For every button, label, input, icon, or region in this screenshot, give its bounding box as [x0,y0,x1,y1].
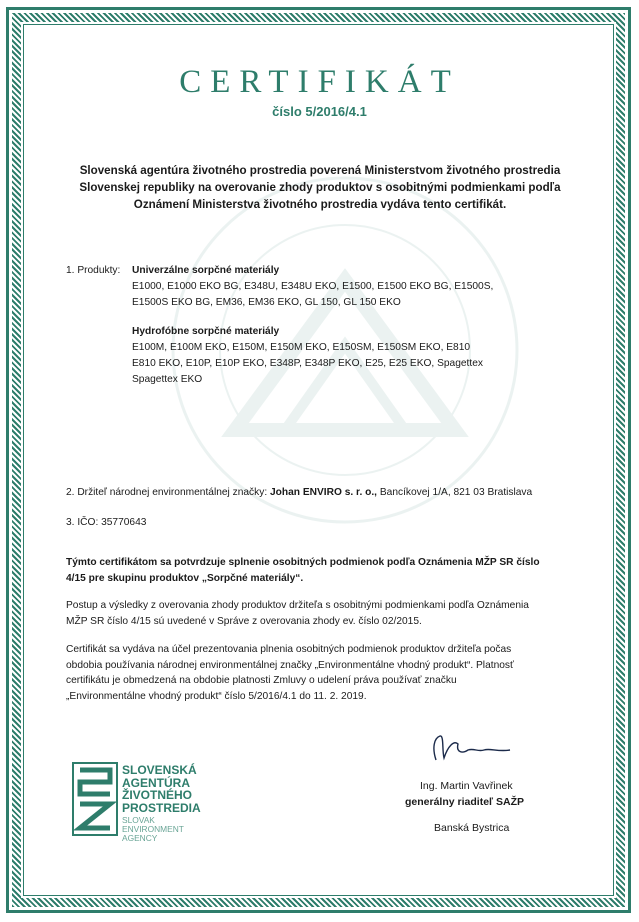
ico-line: 3. IČO: 35770643 [66,517,147,528]
signatory-name: Ing. Martin Vavřinek [420,780,513,792]
intro-line: Slovenskej republiky na overovanie zhody produktov s osobitnými podmienkami podľa [79,181,561,194]
holder-company: Johan ENVIRO s. r. o., [270,487,378,498]
certificate-number: číslo 5/2016/4.1 [272,104,367,119]
logo-line: SLOVAK [122,815,155,825]
confirmation-paragraph [66,555,578,586]
purpose-line: „Environmentálne vhodný produkt“ číslo 5/2016/4.1 do 11. 2. 2019. [66,690,367,702]
product-group-universal-title: Univerzálne sorpčné materiály [132,265,280,276]
purpose-paragraph [66,642,578,704]
sazp-logo-icon [72,762,118,836]
logo-line: AGENTÚRA [122,775,190,790]
purpose-line: certifikátu je obmedzená na obdobie platnosti Zmluvy o udelení práva používať značku [66,675,457,686]
logo-text-sk [122,764,201,814]
product-group-hydrophobic-title: Hydrofóbne sorpčné materiály [132,326,280,337]
holder-label: 2. Držiteľ národnej environmentálnej značky: [66,487,268,498]
procedure-line: MŽP SR číslo 4/15 sú uvedené v Správe z overovania zhody ev. číslo 02/2015. [66,615,422,627]
confirmation-line: 4/15 pre skupinu produktov „Sorpčné materiály“. [66,572,304,584]
logo-line: ENVIRONMENT [122,824,184,834]
purpose-line: obdobia používania národnej environmentálnej značky „Environmentálne vhodný produkt“. Platnosť [66,659,514,671]
holder-address: Bancíkovej 1/A, 821 03 Bratislava [379,487,533,498]
product-list-line: E810 EKO, E10P, E10P EKO, E348P, E348P EKO, E25, E25 EKO, Spagettex [132,358,483,369]
confirmation-line: Týmto certifikátom sa potvrdzuje splnenie osobitných podmienok podľa Oznámenia MŽP SR číslo [66,557,540,568]
certificate-title: CERTIFIKÁT [179,64,460,100]
product-list-line: E1000, E1000 EKO BG, E348U, E348U EKO, E1500, E1500 EKO BG, E1500S, [132,281,494,292]
signatory-place: Banská Bystrica [434,822,510,834]
logo-line: PROSTREDIA [122,800,201,815]
holder-line [66,485,532,502]
purpose-line: Certifikát sa vydáva na účel prezentovania plnenia osobitných podmienok produktov držiteľa počas [66,644,512,655]
signatory-role: generálny riaditeľ SAŽP [405,796,524,808]
procedure-paragraph [66,598,578,629]
handwritten-signature [418,728,528,768]
intro-paragraph [50,162,590,213]
procedure-line: Postup a výsledky z overovania zhody produktov držiteľa s osobitnými podmienkami podľa Oznámenia [66,600,529,611]
logo-line: ŽIVOTNÉHO [122,788,193,802]
sazp-logo [72,762,242,852]
logo-line: SLOVENSKÁ [122,763,197,777]
product-list-line: Spagettex EKO [132,374,203,385]
logo-text-en [122,816,184,843]
intro-line: Slovenská agentúra životného prostredia poverená Ministerstvom životného prostredia [79,164,561,177]
product-list-line: E100M, E100M EKO, E150M, E150M EKO, E150SM, E150SM EKO, E810 [132,342,471,353]
product-list-line: E1500S EKO BG, EM36, EM36 EKO, GL 150, GL 150 EKO [132,297,401,308]
intro-line: Oznámení Ministerstva životného prostredia vydáva tento certifikát. [133,198,507,211]
logo-line: AGENCY [122,833,158,843]
products-label: 1. Produkty: [66,265,121,276]
